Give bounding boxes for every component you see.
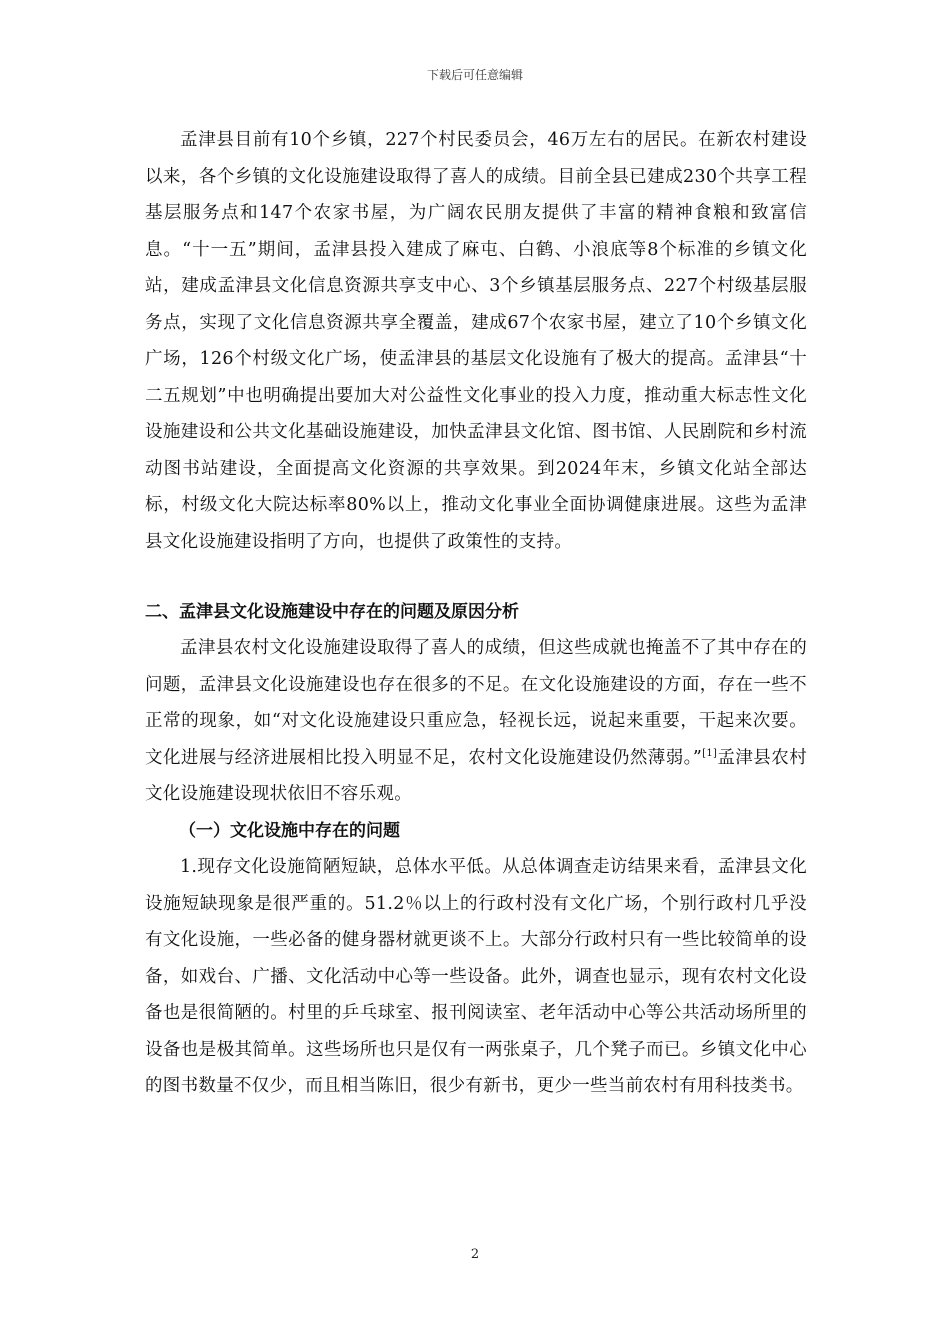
document-body	[145, 122, 807, 1105]
paragraph-problems-intro	[145, 630, 807, 813]
section-heading-problems: 二、孟津县文化设施建设中存在的问题及原因分析	[145, 602, 519, 622]
page-number: 2	[470, 1247, 480, 1262]
subsection-heading-facility-problems: （一）文化设施中存在的问题	[179, 820, 400, 841]
page-header: 下载后可任意编辑	[426, 68, 523, 82]
paragraph-facility-shortage: 1.现存文化设施简陋短缺，总体水平低。从总体调查走访结果来看，孟津县文化设施短缺现象是很严重的。51.2％以上的行政村没有文化广场，个别行政村几乎没有文化设施，一些必备的健身器材就更谈不上。大部分行政村只有一些比较简单的设备，如戏台、广播、文化活动中心等一些设备。此外，调查也显示，现有农村文化设备也是很简陋的。村里的乒乓球室、报刊阅读室、老年活动中心等公共活动场所里的设备也是极其简单。这些场所也只是仅有一两张桌子，几个凳子而已。乡镇文化中心的图书数量不仅少，而且相当陈旧，很少有新书，更少一些当前农村有用科技类书。	[145, 857, 807, 1096]
paragraph-facilities-overview: 孟津县目前有10个乡镇，227个村民委员会，46万左右的居民。在新农村建设以来，各个乡镇的文化设施建设取得了喜人的成绩。目前全县已建成230个共享工程基层服务点和147个农家书屋，为广阔农民朋友提供了丰富的精神食粮和致富信息。“十一五”期间，孟津县投入建成了麻屯、白鹤、小浪底等8个标准的乡镇文化站，建成孟津县文化信息资源共享支中心、3个乡镇基层服务点、227个村级基层服务点，实现了文化信息资源共享全覆盖，建成67个农家书屋，建立了10个乡镇文化广场，126个村级文化广场，使孟津县的基层文化设施有了极大的提高。孟津县“十二五规划”中也明确提出要加大对公益性文化事业的投入力度，推动重大标志性文化设施建设和公共文化基础设施建设，加快孟津县文化馆、图书馆、人民剧院和乡村流动图书站建设，全面提高文化资源的共享效果。到2024年末，乡镇文化站全部达标，村级文化大院达标率80%以上，推动文化事业全面协调健康进展。这些为孟津县文化设施建设指明了方向，也提供了政策性的支持。	[145, 130, 807, 552]
paragraph-problems-intro-text: 孟津县农村文化设施建设取得了喜人的成绩，但这些成就也掩盖不了其中存在的问题，孟津县文化设施建设也存在很多的不足。在文化设施建设的方面，存在一些不正常的现象，如“对文化设施建设只重应急，轻视长远，说起来重要，干起来次要。文化进展与经济进展相比投入明显不足，农村文化设施建设仍然薄弱。”	[145, 638, 807, 768]
citation-reference: [1]	[702, 747, 718, 759]
paragraph-problems-intro-tail: 孟津县农村文化设施建设现状依旧不容乐观。	[145, 747, 807, 804]
